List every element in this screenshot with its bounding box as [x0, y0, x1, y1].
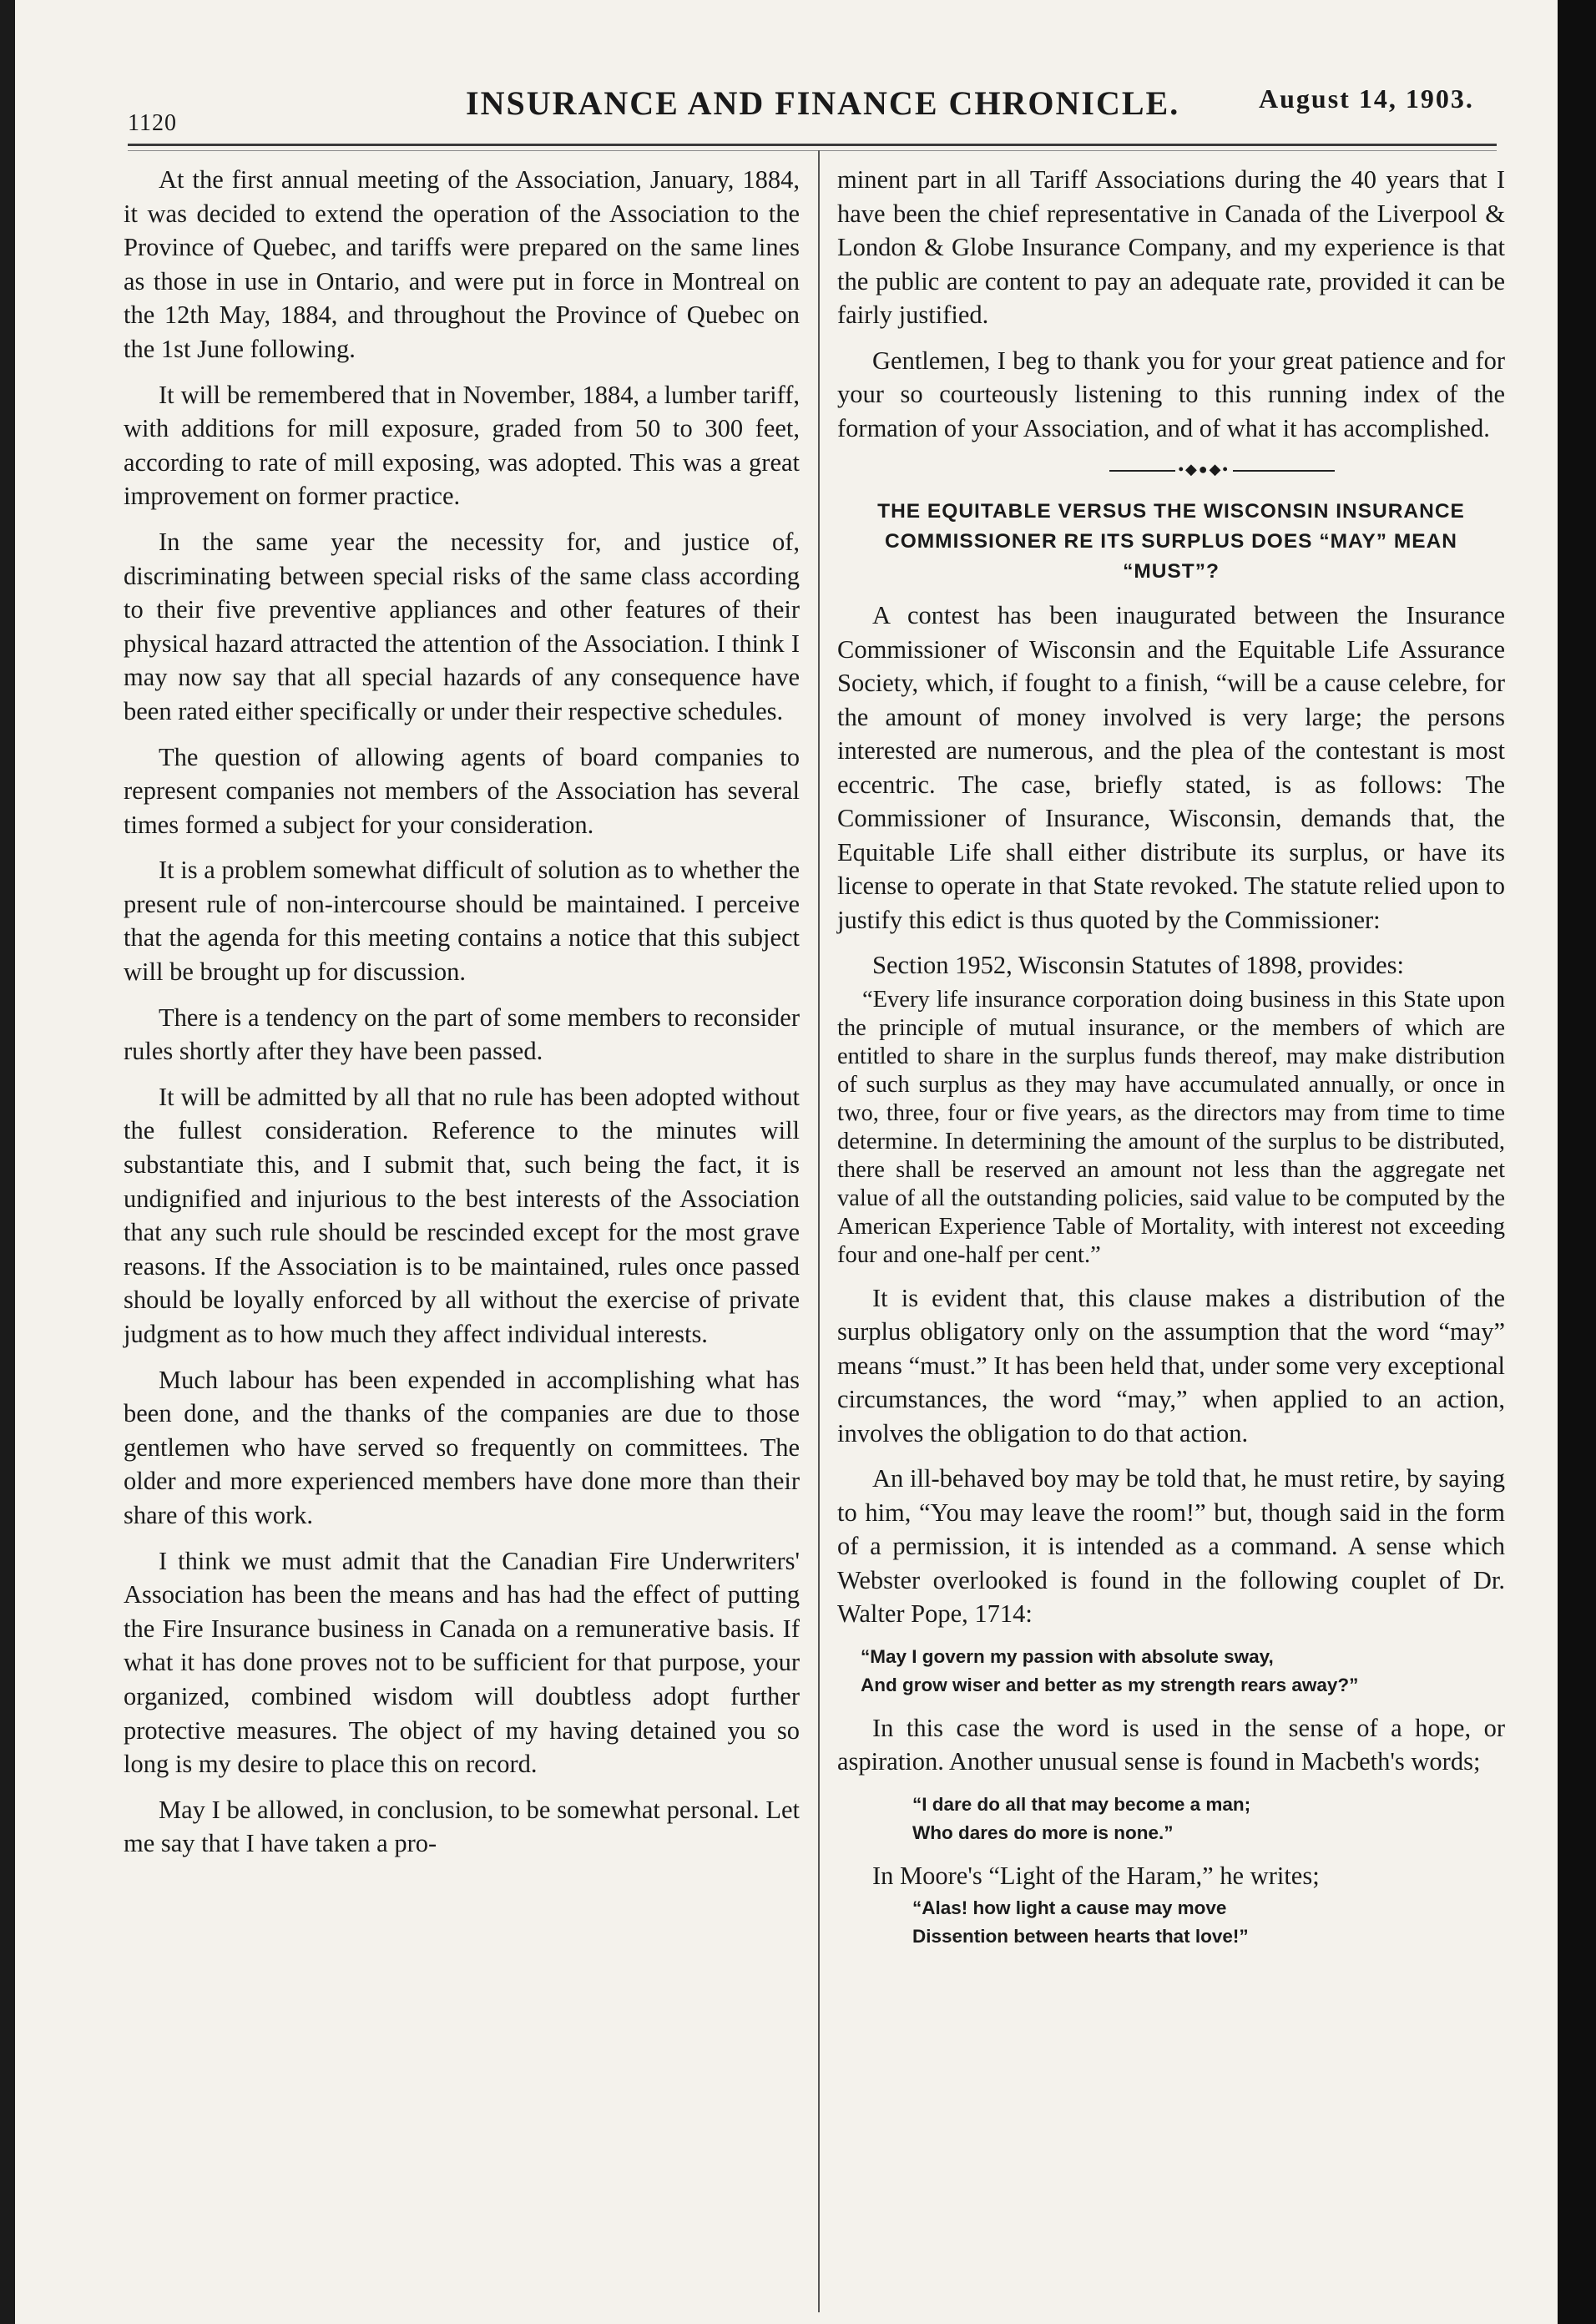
paragraph: It is a problem somewhat difficult of solution as to whether the present rule of non-intercourse should be maintained. I perceive that the agenda for this meeting contains a notice that this subject will be brought up for discussion. — [124, 856, 800, 987]
paragraph: It is evident that, this clause makes a distribution of the surplus obligatory only on the assumption that the word “may” means “must.” It has been held that, under some very exceptional circumstances, the word “may,” when applied to an action, involves the obligation to do that action. — [837, 1283, 1505, 1447]
verse-line: “May I govern my passion with absolute sway, — [861, 1645, 1274, 1667]
header-rule — [128, 144, 1497, 146]
verse-line: And grow wiser and better as my strength rears away?” — [861, 1674, 1359, 1695]
paragraph: I think we must admit that the Canadian Fire Underwriters' Association has been the means and has had the effect of putting the Fire Insurance business in Canada on a remunerative basis. If what it has done proves not to be sufficient for that purpose, your organized, combined wisdom will doubtless adopt further protective measures. The object of my having detained you so long is my desire to place this on record. — [124, 1546, 800, 1779]
page-number: 1120 — [128, 110, 177, 136]
paragraph: minent part in all Tariff Associations during the 40 years that I have been the chief representative in Canada of the Liverpool & London & Globe Insurance Company, and my experience is that the public are content to pay an adequate rate, provided it can be fairly justified. — [837, 165, 1505, 329]
verse-moore — [837, 1894, 1505, 1951]
article-headline: THE EQUITABLE VERSUS THE WISCONSIN INSURANCE COMMISSIONER RE ITS SURPLUS DOES “MAY” MEAN “MUST”? — [877, 500, 1465, 583]
paragraph: There is a tendency on the part of some members to reconsider rules shortly after they have been passed. — [124, 1003, 800, 1066]
paragraph: A contest has been inaugurated between the Insurance Commissioner of Wisconsin and the Equitable Life Assurance Society, which, if fought to a finish, “will be a cause celebre, for the amount of money involved is very large; the persons interested are numerous, and the plea of the contestant is most eccentric. The case, briefly stated, is as follows: The Commissioner of Insurance, Wisconsin, demands that, the Equitable Life shall either distribute its surplus, or have its license to operate in that State revoked. The statute relied upon to justify this edict is thus quoted by the Commissioner: — [837, 601, 1505, 934]
paragraph: An ill-behaved boy may be told that, he must retire, by saying to him, “You may leave the room!” but, though said in the form of a permission, it is intended as a command. A sense which Webster overlooked is found in the following couplet of Dr. Walter Pope, 1714: — [837, 1464, 1505, 1628]
paragraph: Much labour has been expended in accomplishing what has been done, and the thanks of the companies are due to those gentlemen who have served so frequently on committees. The older and more experienced members have done more than their share of this work. — [124, 1365, 800, 1529]
newspaper-page — [15, 0, 1558, 2324]
issue-date: August 14, 1903. — [1259, 83, 1474, 114]
verse-line: Dissention between hearts that love!” — [912, 1926, 1249, 1947]
section-divider — [837, 457, 1505, 482]
paragraph: In Moore's “Light of the Haram,” he writes; — [872, 1861, 1320, 1890]
right-column — [837, 163, 1505, 1963]
column-divider — [818, 150, 820, 2312]
paragraph: May I be allowed, in conclusion, to be somewhat personal. Let me say that I have taken a pro- — [124, 1795, 800, 1858]
paragraph: In the same year the necessity for, and justice of, discriminating between special risks of the same class according to their five preventive appliances and other features of their physical hazard attracted the attention of the Association. I think I may now say that all special hazards of any consequence have been rated either specifically or under their respective schedules. — [124, 527, 800, 725]
statute-quote: “Every life insurance corporation doing business in this State upon the principle of mutual insurance, or the members of which are entitled to share in the surplus funds thereof, may make distribution of such surplus as they may have accumulated annually, or once in two, three, four or five years, as the directors may from time to time determine. In determining the amount of the surplus to be distributed, there shall be reserved an amount not less than the aggregate net value of all the outstanding policies, said value to be computed by the American Experience Table of Mortality, with interest not exceeding four and one-half per cent.” — [837, 986, 1505, 1268]
ornament-glyph: •◆●◆• — [1175, 461, 1233, 478]
verse-line: Who dares do more is none.” — [912, 1821, 1174, 1843]
verse-macbeth — [837, 1791, 1505, 1847]
left-column — [124, 163, 800, 1872]
paragraph: It will be admitted by all that no rule has been adopted without the fullest consideration. Reference to the minutes will substantiate this, and I submit that, such being the fact, it is undignified and injurious to the best interests of the Association that any such rule should be rescinded except for the most grave reasons. If the Association is to be maintained, rules once passed should be loyally enforced by all without the exercise of private judgment as to how much they affect individual interests. — [124, 1082, 800, 1348]
paragraph: The question of allowing agents of board companies to represent companies not members of the Association has several times formed a subject for your consideration. — [124, 742, 800, 839]
paragraph: At the first annual meeting of the Association, January, 1884, it was decided to extend the operation of the Association to the Province of Quebec, and tariffs were prepared on the same lines as those in use in Ontario, and were put in force in Montreal on the 12th May, 1884, and throughout the Province of Quebec on the 1st June following. — [124, 165, 800, 363]
scan-border — [1558, 0, 1596, 2324]
paragraph: Gentlemen, I beg to thank you for your great patience and for your so courteously listening to this running index of the formation of your Association, and of what it has accomplished. — [837, 346, 1505, 442]
publication-title: INSURANCE AND FINANCE CHRONICLE. — [466, 84, 1180, 122]
verse-pope — [837, 1643, 1505, 1700]
verse-line: “I dare do all that may become a man; — [912, 1793, 1251, 1815]
paragraph: Section 1952, Wisconsin Statutes of 1898, provides: — [872, 951, 1404, 979]
paragraph: In this case the word is used in the sense of a hope, or aspiration. Another unusual sense is found in Macbeth's words; — [837, 1713, 1505, 1776]
verse-line: “Alas! how light a cause may move — [912, 1897, 1227, 1918]
paragraph: It will be remembered that in November, 1884, a lumber tariff, with additions for mill exposure, graded from 50 to 300 feet, according to rate of mill exposing, was adopted. This was a great improvement on former practice. — [124, 380, 800, 511]
header-rule-thin — [128, 150, 1497, 151]
